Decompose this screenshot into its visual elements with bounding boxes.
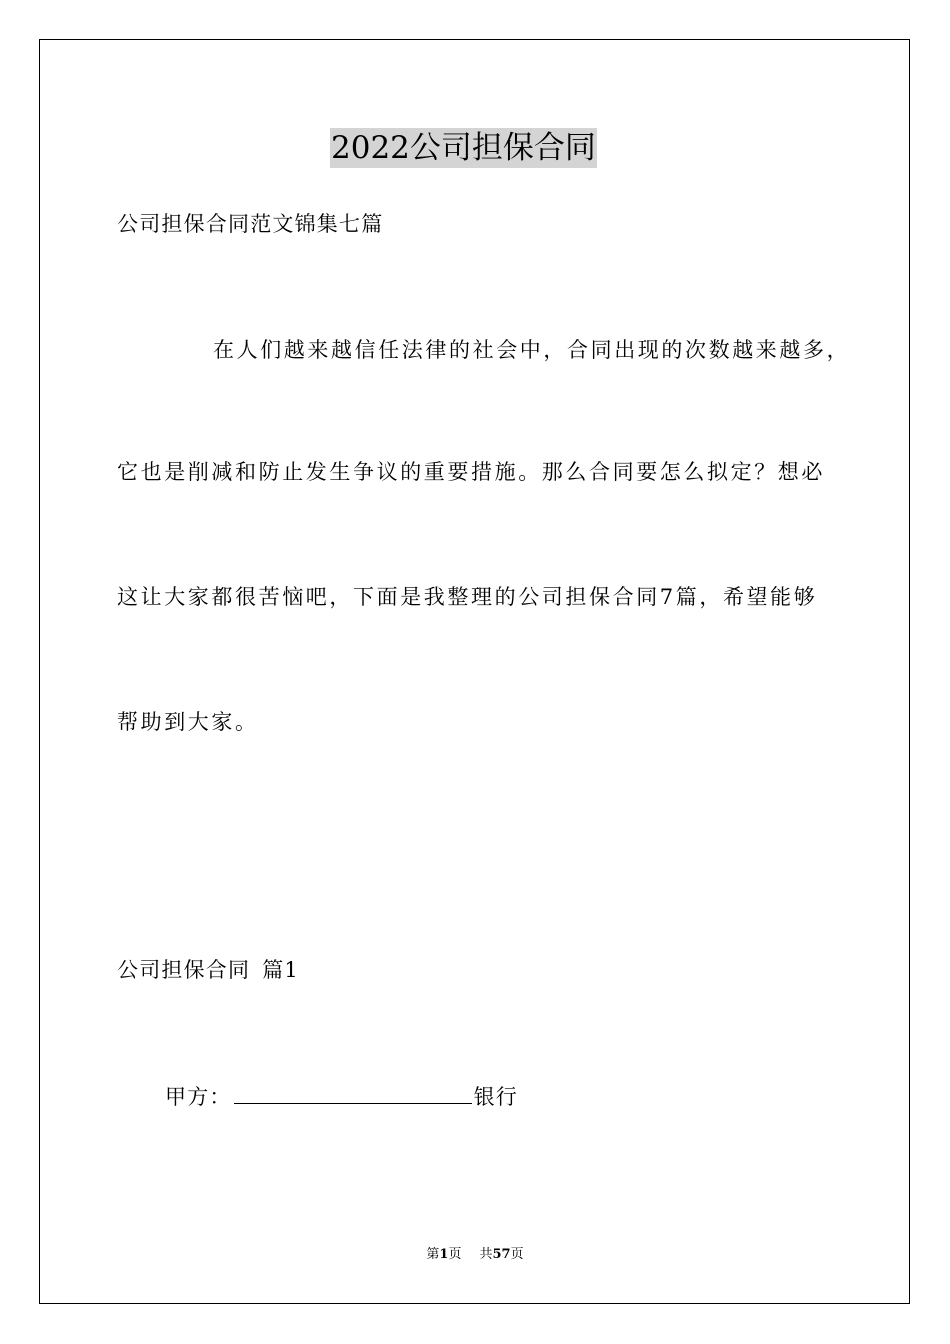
- section-heading-text: 公司担保合同: [117, 958, 251, 982]
- party-a-label: 甲方：: [165, 1085, 232, 1109]
- party-a-suffix: 银行: [473, 1085, 519, 1109]
- section-heading: [117, 955, 299, 985]
- document-subtitle: 公司担保合同范文锦集七篇: [117, 212, 384, 236]
- footer-total-suffix: 页: [510, 1247, 524, 1262]
- intro-paragraph-line: 它也是削减和防止发生争议的重要措施。那么合同要怎么拟定？想必: [117, 460, 825, 484]
- footer-total-pages: 57: [492, 1247, 511, 1262]
- footer-page-number: 1: [439, 1247, 449, 1262]
- document-title: 2022公司担保合同: [331, 130, 596, 166]
- party-a-blank-field: [234, 1081, 472, 1104]
- section-number: 篇1: [262, 958, 299, 982]
- intro-paragraph-line: 帮助到大家。: [117, 710, 259, 734]
- page-footer: [0, 1246, 950, 1264]
- intro-paragraph-line: 在人们越来越信任法律的社会中，合同出现的次数越来越多，: [213, 338, 851, 362]
- intro-paragraph-line: 这让大家都很苦恼吧，下面是我整理的公司担保合同7篇，希望能够: [117, 585, 818, 609]
- party-a-line: [165, 1081, 518, 1112]
- footer-page-prefix: 第: [426, 1247, 440, 1262]
- footer-page-suffix: 页: [448, 1247, 462, 1262]
- footer-total-prefix: 共: [479, 1247, 493, 1262]
